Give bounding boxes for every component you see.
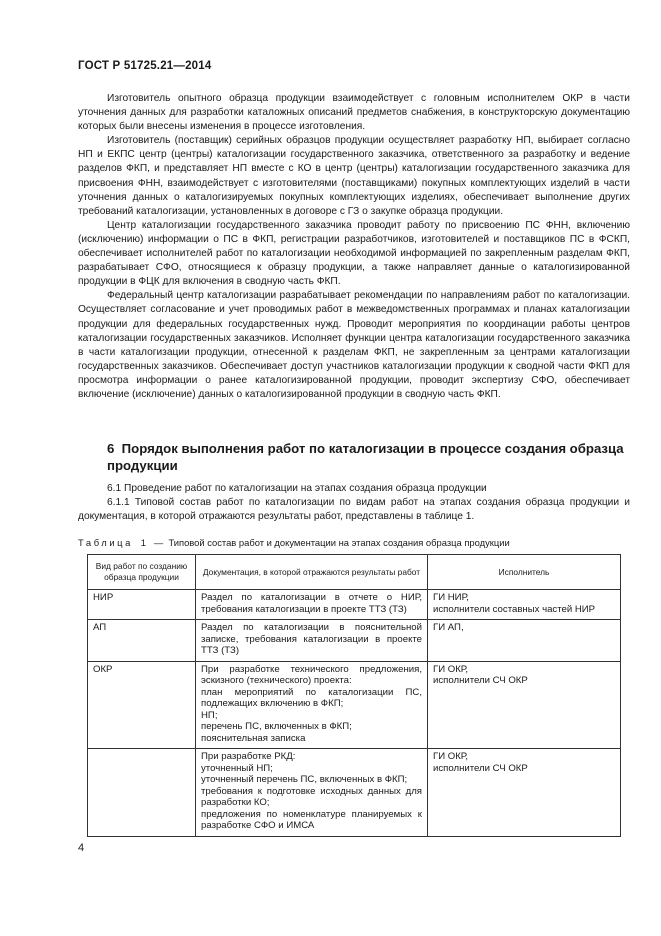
- subsection-6-1-1: 6.1.1 Типовой состав работ по каталогизации по видам работ на этапах создания образца продукции и документация, в которой отражаются результаты работ, представлены в таблице 1.: [78, 497, 630, 523]
- table-caption: [78, 537, 510, 548]
- table-cell-executor: [428, 590, 621, 620]
- page-header-standard-id: ГОСТ Р 51725.21—2014: [78, 60, 212, 72]
- subsection-text: [78, 482, 630, 524]
- body-text: [78, 92, 630, 402]
- table-cell-line: НП;: [201, 709, 218, 721]
- table-cell-line: предложения по номенклатуре планируемых к разработке СФО и ИМСА: [201, 808, 422, 831]
- table-cell-line: ГИ ОКР,: [433, 663, 469, 675]
- table-cell-line: уточненный НП;: [201, 762, 273, 774]
- table-cell-work: [88, 749, 196, 837]
- table-cell-executor: [428, 620, 621, 662]
- table-caption-dash: —: [153, 537, 164, 548]
- table-cell-work: ОКР: [88, 661, 196, 749]
- paragraph-prototype-manufacturer: Изготовитель опытного образца продукции взаимодействует с головным исполнителем ОКР в части уточнения данных для разработки каталожных описаний предметов снабжения, в конструкторскую документацию которых были внесены изменения в процессе изготовления.: [78, 93, 630, 133]
- table-cell-line: исполнители составных частей НИР: [433, 603, 596, 615]
- paragraph-serial-manufacturer: Изготовитель (поставщик) серийных образцов продукции осуществляет разработку НП, выбирает согласно НП и ЕКПС центр (центры) каталогизации государственного заказчика, ответственного за разработку и ведение разделов ФКП, и представляет НП вместе с КО в центр (центры) каталогизации государственного заказчика для присвоения ФНН, взаимодействует с изготовителями (поставщиками) покупных комплектующих изделий в части уточнения данных о каталогизируемых покупных комплектующих изделиях, обеспечивает выполнение других требований каталогизации, установленных в договоре с ГЗ о закупке образца продукции.: [78, 135, 630, 217]
- table-cell-line: При разработке РКД:: [201, 751, 296, 762]
- table-caption-title: Типовой состав работ и документации на этапах создания образца продукции: [168, 537, 510, 548]
- table-cell-executor: [428, 749, 621, 837]
- table-cell-documentation: [196, 590, 428, 620]
- section-title: [107, 440, 627, 474]
- table-cell-line: план мероприятий по каталогизации ПС, подлежащих включению в ФКП;: [201, 686, 422, 709]
- column-header-work-type: Вид работ по созданию образца продукции: [88, 555, 196, 590]
- column-header-executor: Исполнитель: [428, 555, 621, 590]
- work-composition-table: [87, 554, 621, 837]
- table-row: [88, 749, 621, 837]
- page-number: 4: [78, 842, 85, 854]
- table-row: [88, 620, 621, 662]
- section-title-text: Порядок выполнения работ по каталогизации в процессе создания образца продукции: [107, 441, 624, 473]
- table-cell-line: Раздел по каталогизации в пояснительной записке, требования каталогизации в проекте ТТЗ (ТЗ): [201, 622, 422, 656]
- table-header-row: [88, 555, 621, 590]
- table-cell-executor: [428, 661, 621, 749]
- table-cell-line: исполнители СЧ ОКР: [433, 675, 528, 686]
- table-cell-documentation: [196, 620, 428, 662]
- table-cell-line: требования к подготовке исходных данных для разработки КО;: [201, 785, 422, 808]
- table-cell-line: уточненный перечень ПС, включенных в ФКП;: [201, 774, 408, 785]
- table-cell-work: АП: [88, 620, 196, 662]
- section-number: 6: [107, 441, 115, 456]
- table-caption-number: 1: [140, 537, 147, 548]
- table-cell-line: ГИ АП,: [433, 622, 464, 633]
- subsection-6-1: 6.1 Проведение работ по каталогизации на этапах создания образца продукции: [107, 483, 487, 494]
- table-cell-line: исполнители СЧ ОКР: [433, 762, 528, 774]
- table-caption-label: Таблица: [78, 537, 133, 548]
- table-cell-line: ГИ НИР,: [433, 592, 469, 603]
- table-cell-line: Раздел по каталогизации в отчете о НИР, требования каталогизации в проекте ТТЗ (ТЗ): [201, 592, 422, 615]
- table-cell-line: перечень ПС, включенных в ФКП;: [201, 721, 352, 732]
- table-cell-documentation: [196, 661, 428, 749]
- table-cell-line: При разработке технического предложения, эскизного (технического) проекта:: [201, 663, 422, 686]
- column-header-documentation: Документация, в которой отражаются результаты работ: [196, 555, 428, 590]
- table-row: [88, 661, 621, 749]
- table-cell-line: ГИ ОКР,: [433, 751, 469, 762]
- table-cell-line: пояснительная записка: [201, 732, 306, 744]
- paragraph-federal-catalog-center: Федеральный центр каталогизации разрабатывает рекомендации по направлениям работ по каталогизации. Осуществляет согласование и учет проводимых работ в межведомственных программах и планах каталогизации продукции для федеральных государственных нужд. Проводит мероприятия по координации работы центров каталогизации государственных заказчиков. Исполняет функции центра каталогизации государственного заказчика в части каталогизации продукции, отнесенной к разделам ФКП, не закрепленным за центрами каталогизации государственных заказчиков. Обеспечивает доступ участников каталогизации продукции к сводной части ФКП для просмотра информации о ранее каталогизированной продукции, проводит экспертизу СФО, обеспечивает включение (исключение) данных о каталогизированной продукции в сводную часть ФКП.: [78, 290, 630, 400]
- table-cell-documentation: [196, 749, 428, 837]
- paragraph-customer-catalog-center: Центр каталогизации государственного заказчика проводит работу по присвоению ПС ФНН, включению (исключению) информации о ПС в ФКП, регистрации разработчиков, изготовителей и поставщиков ПС в ФСКП, обеспечивает исполнителей работ по каталогизации необходимой информацией по закрепленным разделам ФКП, разрабатывает СФО, относящиеся к образцу продукции, а также направляет данные о каталогизированной продукции в ФЦК для включения в сводную часть ФКП.: [78, 219, 630, 288]
- table-cell-work: НИР: [88, 590, 196, 620]
- table-row: [88, 590, 621, 620]
